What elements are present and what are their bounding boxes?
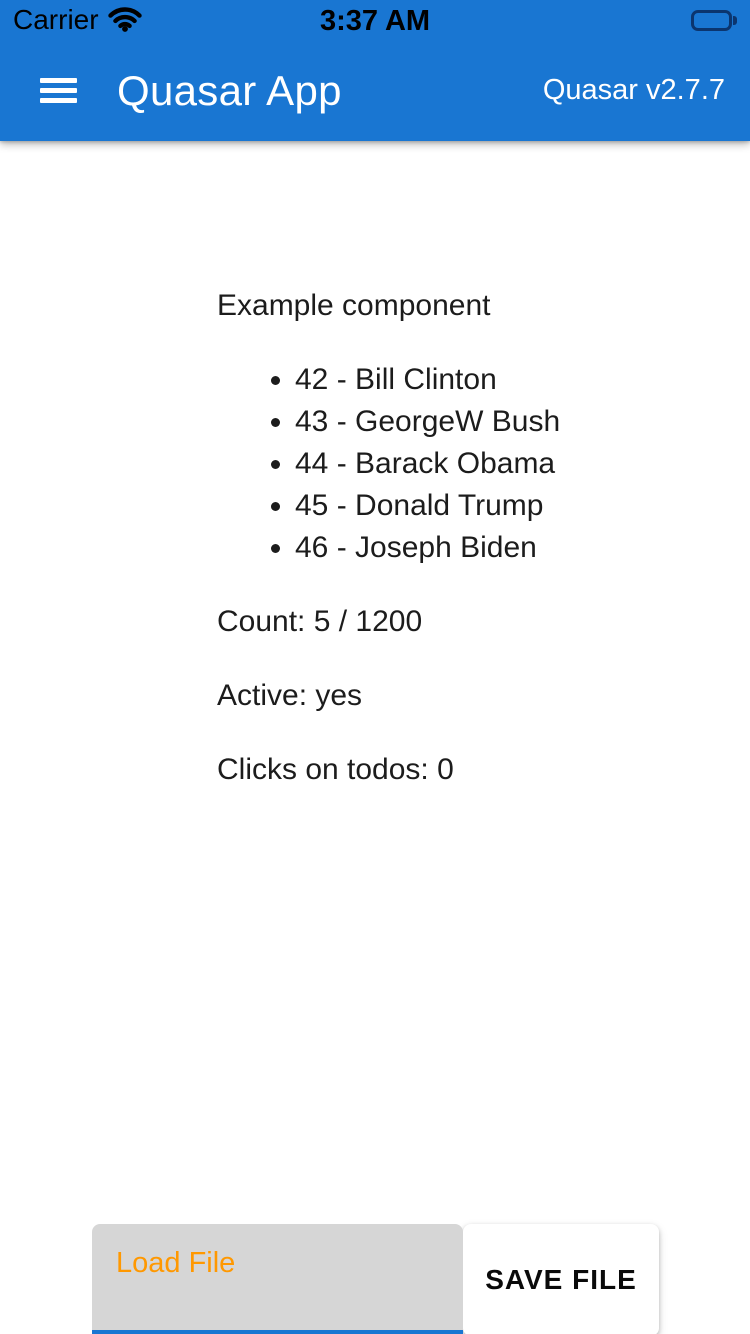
todo-item[interactable]: • 42 - Bill Clinton xyxy=(295,359,750,401)
carrier-label: Carrier xyxy=(13,4,99,35)
status-bar xyxy=(0,0,750,40)
active-text: Active: yes xyxy=(217,679,363,712)
menu-icon[interactable] xyxy=(40,78,77,103)
todo-item[interactable]: • 43 - GeorgeW Bush xyxy=(295,401,750,443)
clicks-text: Clicks on todos: 0 xyxy=(217,753,454,786)
version-label: Quasar v2.7.7 xyxy=(542,74,725,106)
toolbar xyxy=(0,40,750,141)
todo-list xyxy=(217,359,750,569)
file-controls xyxy=(92,1224,659,1334)
todo-item[interactable]: • 44 - Barack Obama xyxy=(295,443,750,485)
load-file-label: Load File xyxy=(116,1247,236,1279)
todo-item[interactable]: • 45 - Donald Trump xyxy=(295,485,750,527)
count-text: Count: 5 / 1200 xyxy=(217,605,423,638)
example-component xyxy=(0,141,750,791)
save-file-button[interactable]: SAVE FILE xyxy=(463,1224,659,1334)
example-title: Example component xyxy=(217,289,491,322)
page-content xyxy=(0,141,750,1334)
todo-item[interactable]: • 46 - Joseph Biden xyxy=(295,527,750,569)
status-time: 3:37 AM xyxy=(319,5,431,37)
app-header xyxy=(0,0,750,141)
page-title: Quasar App xyxy=(117,66,342,114)
load-file-field[interactable] xyxy=(92,1224,463,1334)
